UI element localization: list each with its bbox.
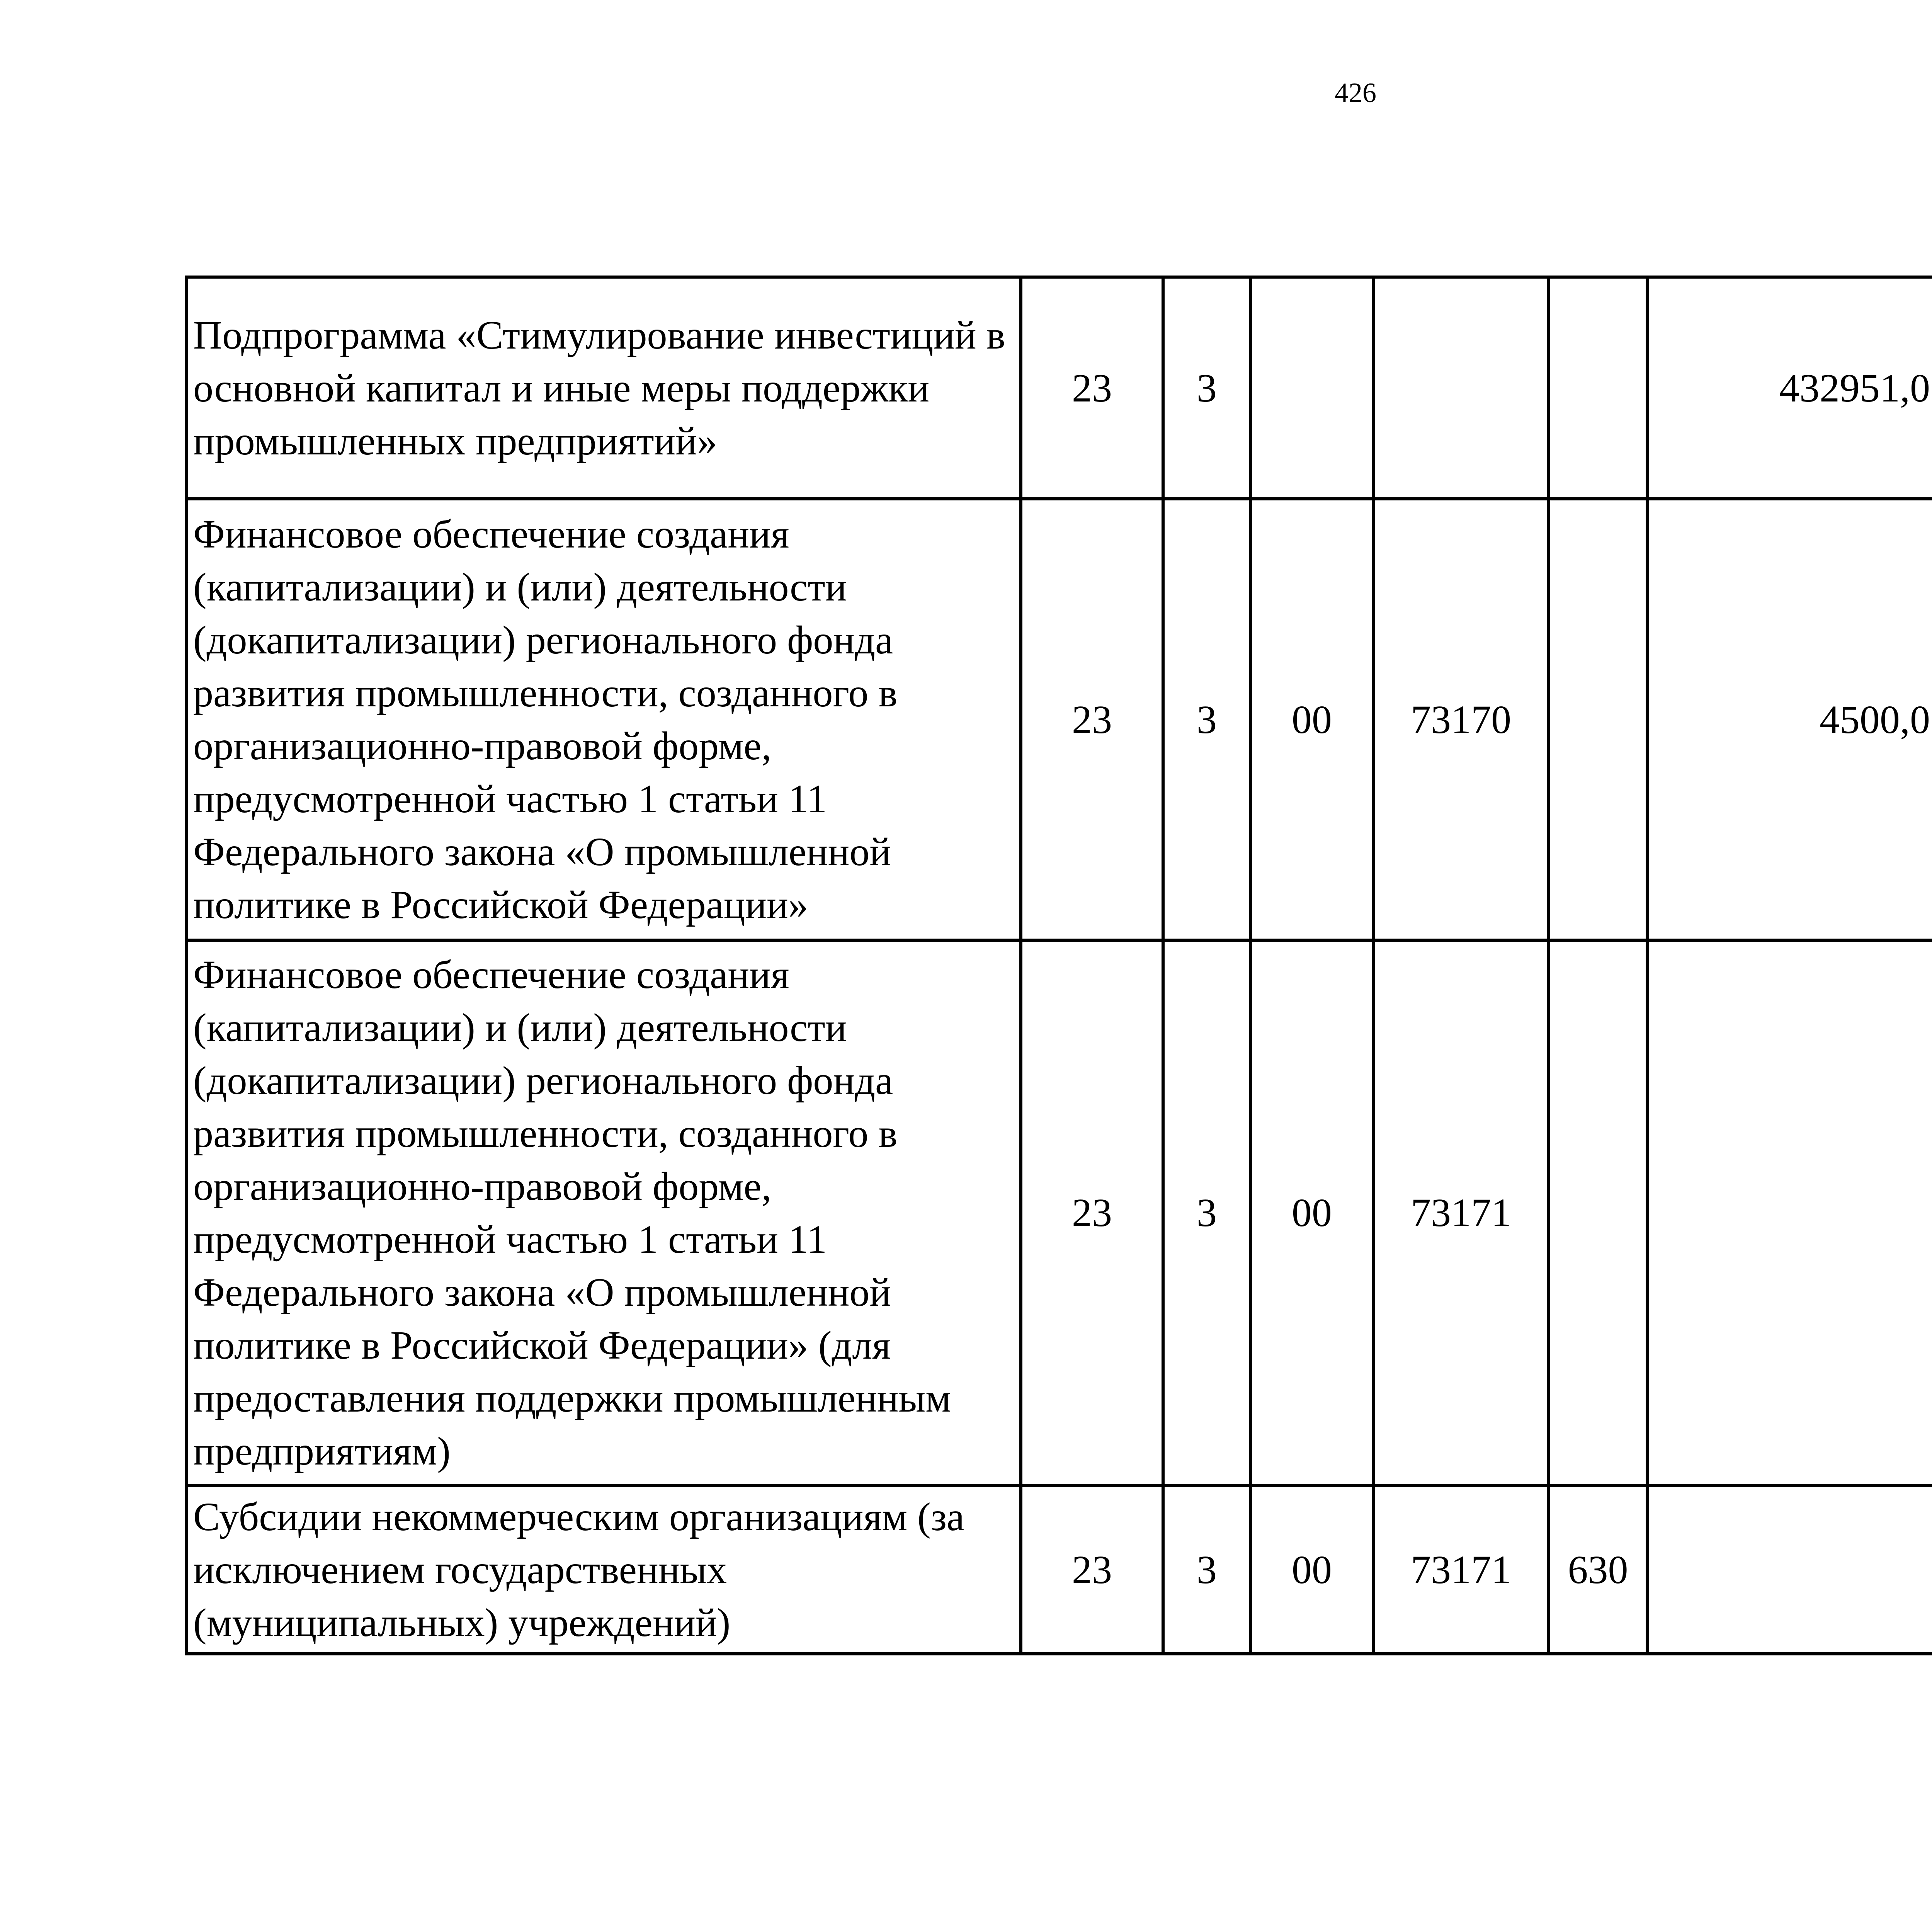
budget-table xyxy=(185,276,1932,1655)
page-number: 426 xyxy=(1335,77,1376,108)
direction-code: 73171 xyxy=(1373,1485,1549,1654)
row-name: Субсидии некоммерческим организациям (за исключением государственных (муниципальных) учреждений) xyxy=(186,1485,1021,1654)
program-code: 23 xyxy=(1021,1485,1163,1654)
expense-type-code xyxy=(1549,499,1647,940)
row-name: Подпрограмма «Стимулирование инвестиций в основной капитал и иные меры поддержки промышленных предприятий» xyxy=(186,277,1021,499)
table-row xyxy=(186,1485,1932,1654)
measure-code: 00 xyxy=(1250,940,1373,1485)
direction-code: 73170 xyxy=(1373,499,1549,940)
table-row xyxy=(186,499,1932,940)
expense-type-code xyxy=(1549,277,1647,499)
direction-code xyxy=(1373,277,1549,499)
program-code: 23 xyxy=(1021,499,1163,940)
measure-code: 00 xyxy=(1250,499,1373,940)
amount-year-1: 432951,0 xyxy=(1647,277,1932,499)
subprogram-code: 3 xyxy=(1163,499,1250,940)
program-code: 23 xyxy=(1021,940,1163,1485)
amount-year-1 xyxy=(1647,1485,1932,1654)
direction-code: 73171 xyxy=(1373,940,1549,1485)
measure-code xyxy=(1250,277,1373,499)
row-name: Финансовое обеспечение создания (капитализации) и (или) деятельности (докапитализации) регионального фонда развития промышленности, созданного в организационно-правовой форме, предусмотренной частью 1 статьи 11 Федерального закона «О промышленной политике в Российской Федерации» (для предоставления поддержки промышленным предприятиям) xyxy=(186,940,1021,1485)
program-code: 23 xyxy=(1021,277,1163,499)
row-name: Финансовое обеспечение создания (капитализации) и (или) деятельности (докапитализации) регионального фонда развития промышленности, созданного в организационно-правовой форме, предусмотренной частью 1 статьи 11 Федерального закона «О промышленной политике в Российской Федерации» xyxy=(186,499,1021,940)
amount-year-1 xyxy=(1647,940,1932,1485)
subprogram-code: 3 xyxy=(1163,940,1250,1485)
table-row xyxy=(186,277,1932,499)
measure-code: 00 xyxy=(1250,1485,1373,1654)
subprogram-code: 3 xyxy=(1163,1485,1250,1654)
table-row xyxy=(186,940,1932,1485)
subprogram-code: 3 xyxy=(1163,277,1250,499)
expense-type-code: 630 xyxy=(1549,1485,1647,1654)
amount-year-1: 4500,0 xyxy=(1647,499,1932,940)
expense-type-code xyxy=(1549,940,1647,1485)
